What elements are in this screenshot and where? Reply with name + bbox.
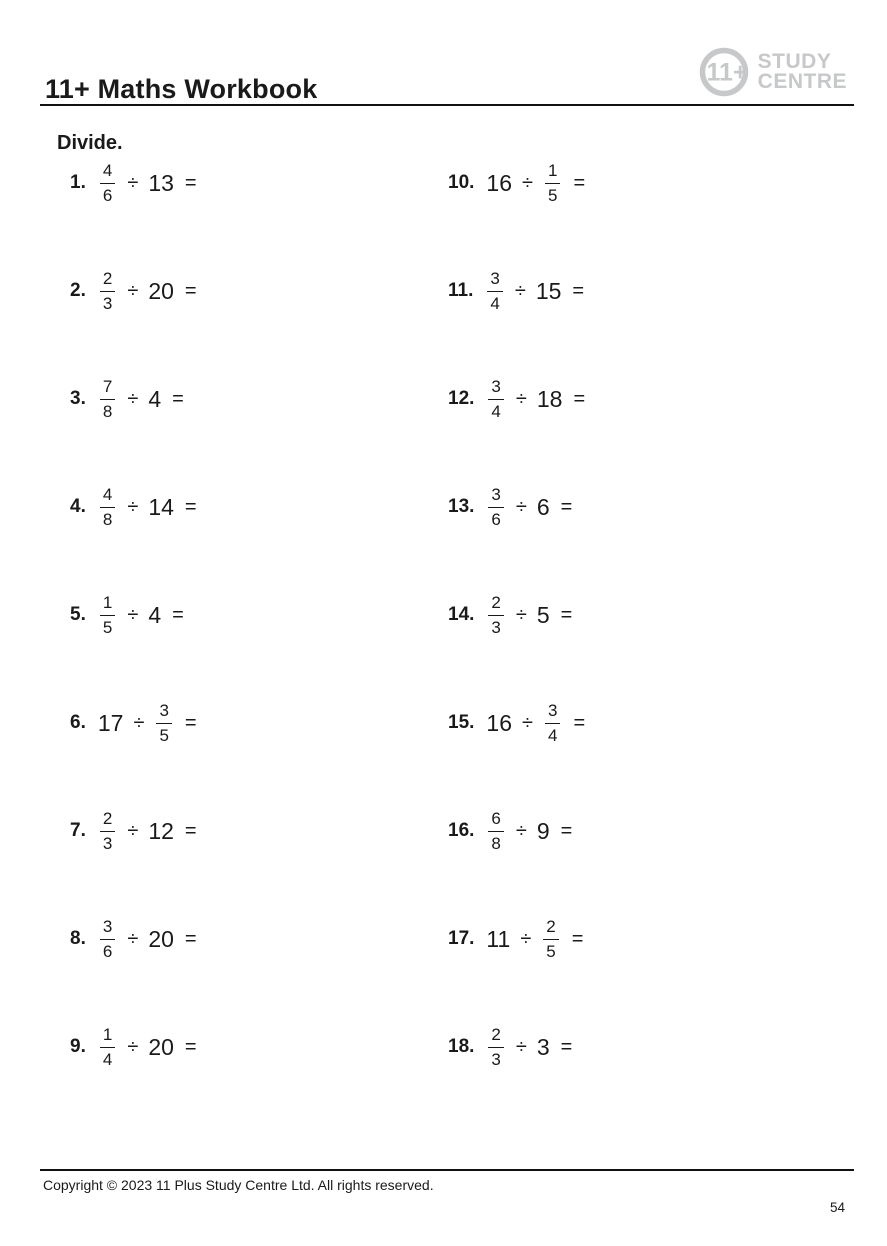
fraction [100, 592, 115, 639]
equals-sign: = [571, 927, 584, 950]
divide-sign: ÷ [515, 1035, 527, 1058]
fraction [100, 484, 115, 531]
divide-sign: ÷ [515, 603, 527, 626]
equals-sign: = [172, 603, 184, 626]
fraction-numerator: 3 [100, 916, 115, 940]
divide-sign: ÷ [515, 387, 527, 410]
whole-number: 12 [148, 817, 174, 844]
divide-sign: ÷ [127, 1035, 139, 1058]
fraction-numerator: 7 [100, 376, 115, 400]
whole-number: 20 [148, 925, 174, 952]
problem-row [40, 345, 418, 453]
whole-number: 20 [148, 1033, 174, 1060]
fraction-numerator: 1 [100, 1024, 115, 1048]
equals-sign: = [184, 711, 197, 734]
fraction-numerator: 4 [100, 484, 115, 508]
equals-sign: = [184, 279, 197, 302]
divide-sign: ÷ [127, 603, 139, 626]
fraction-denominator: 4 [548, 725, 558, 745]
problem-number: 17. [448, 928, 475, 949]
fraction-numerator: 2 [488, 592, 503, 616]
problem-number: 14. [448, 604, 475, 625]
fraction-numerator: 3 [488, 376, 503, 400]
fraction [488, 592, 503, 639]
fraction-denominator: 4 [102, 1049, 113, 1069]
fraction-numerator: 1 [545, 160, 560, 184]
fraction [156, 700, 171, 747]
equals-sign: = [560, 1035, 573, 1058]
whole-number: 6 [536, 493, 550, 520]
problem-row [418, 453, 854, 561]
whole-number: 11 [486, 925, 511, 952]
problem-number: 10. [448, 172, 475, 193]
problem-row [418, 561, 854, 669]
problem-row [418, 345, 854, 453]
problems-grid [40, 129, 854, 1101]
problem-row [40, 237, 418, 345]
problem-row [418, 237, 854, 345]
brand-logo [699, 45, 847, 99]
fraction-numerator: 3 [156, 700, 171, 724]
equals-sign: = [560, 603, 573, 626]
divide-sign: ÷ [127, 387, 139, 410]
problem-number: 12. [448, 388, 475, 409]
problem-number: 15. [448, 712, 475, 733]
divide-sign: ÷ [515, 819, 527, 842]
fraction-denominator: 3 [491, 1049, 501, 1069]
problem-number: 16. [448, 820, 475, 841]
fraction-numerator: 2 [100, 808, 115, 832]
fraction [100, 160, 115, 207]
fraction-denominator: 5 [159, 725, 169, 745]
fraction-denominator: 8 [491, 833, 501, 853]
equals-sign: = [573, 171, 586, 194]
logo-wordmark [758, 52, 847, 92]
equals-sign: = [184, 1035, 197, 1058]
fraction-numerator: 3 [545, 700, 560, 724]
divide-sign: ÷ [127, 495, 139, 518]
whole-number: 14 [148, 493, 174, 520]
fraction-numerator: 4 [100, 160, 115, 184]
logo-study-text: STUDY [757, 50, 832, 73]
whole-number: 5 [536, 601, 550, 628]
fraction-numerator: 2 [543, 916, 558, 940]
problem-row [418, 885, 854, 993]
divide-sign: ÷ [127, 819, 139, 842]
problem-row [40, 129, 418, 237]
whole-number: 18 [536, 385, 563, 412]
whole-number: 3 [536, 1033, 550, 1060]
fraction-denominator: 5 [102, 617, 113, 637]
fraction-denominator: 8 [102, 509, 113, 529]
problem-number: 9. [70, 1036, 86, 1057]
logo-centre-text: CENTRE [757, 70, 847, 93]
fraction [488, 376, 503, 423]
fraction [543, 916, 558, 963]
fraction-denominator: 5 [548, 185, 558, 205]
fraction [488, 808, 503, 855]
problem-number: 8. [70, 928, 86, 949]
problem-number: 6. [70, 712, 86, 733]
divide-sign: ÷ [522, 711, 533, 734]
equals-sign: = [184, 171, 197, 194]
fraction [488, 484, 503, 531]
problem-row [418, 777, 854, 885]
fraction-denominator: 6 [102, 185, 113, 205]
fraction [100, 808, 115, 855]
whole-number: 9 [536, 817, 550, 844]
svg-text:11+: 11+ [706, 58, 748, 87]
problem-row [40, 993, 418, 1101]
divide-sign: ÷ [127, 171, 139, 194]
problem-number: 18. [448, 1036, 475, 1057]
whole-number: 17 [97, 709, 124, 736]
whole-number: 20 [148, 277, 174, 304]
fraction-denominator: 6 [102, 941, 113, 961]
problem-row [40, 453, 418, 561]
problem-row [418, 129, 854, 237]
divide-sign: ÷ [127, 279, 139, 302]
problem-number: 2. [70, 280, 86, 301]
problem-row [40, 885, 418, 993]
problem-row [418, 993, 854, 1101]
fraction [545, 700, 560, 747]
fraction-denominator: 3 [102, 833, 113, 853]
divide-sign: ÷ [514, 279, 526, 302]
fraction-denominator: 5 [546, 941, 556, 961]
fraction-denominator: 4 [491, 401, 501, 421]
fraction-denominator: 3 [102, 293, 113, 313]
equals-sign: = [573, 711, 586, 734]
logo-badge-icon [699, 45, 753, 99]
problem-number: 7. [70, 820, 86, 841]
page-header [40, 0, 854, 106]
fraction-denominator: 8 [102, 401, 113, 421]
problem-row [418, 669, 854, 777]
equals-sign: = [184, 819, 197, 842]
divide-sign: ÷ [515, 495, 527, 518]
fraction-numerator: 6 [488, 808, 503, 832]
fraction [545, 160, 560, 207]
divide-sign: ÷ [520, 927, 532, 950]
equals-sign: = [184, 495, 197, 518]
equals-sign: = [560, 819, 573, 842]
fraction-denominator: 3 [491, 617, 501, 637]
problem-number: 1. [70, 172, 86, 193]
equals-sign: = [172, 387, 184, 410]
fraction [487, 268, 502, 315]
fraction [100, 268, 115, 315]
fraction-numerator: 3 [488, 484, 503, 508]
fraction [100, 916, 115, 963]
whole-number: 16 [486, 169, 513, 196]
page-footer [40, 1169, 854, 1215]
fraction [100, 1024, 115, 1071]
whole-number: 15 [535, 277, 562, 304]
instruction-heading: Divide. [57, 132, 123, 154]
fraction [488, 1024, 503, 1071]
divide-sign: ÷ [522, 171, 533, 194]
problem-row [40, 561, 418, 669]
page-number: 54 [829, 1200, 845, 1215]
equals-sign: = [184, 927, 197, 950]
problem-number: 11. [448, 280, 474, 301]
page-title: 11+ Maths Workbook [45, 74, 318, 104]
whole-number: 13 [148, 169, 174, 196]
problem-number: 13. [448, 496, 475, 517]
whole-number: 4 [148, 601, 162, 628]
fraction-numerator: 3 [487, 268, 502, 292]
problem-number: 5. [70, 604, 86, 625]
problem-number: 3. [70, 388, 86, 409]
problem-row [40, 669, 418, 777]
fraction [100, 376, 115, 423]
problem-row [40, 777, 418, 885]
fraction-denominator: 6 [491, 509, 501, 529]
equals-sign: = [560, 495, 573, 518]
divide-sign: ÷ [127, 927, 139, 950]
fraction-numerator: 2 [488, 1024, 503, 1048]
copyright-text: Copyright © 2023 11 Plus Study Centre Ltd. All rights reserved. [43, 1177, 434, 1193]
divide-sign: ÷ [133, 711, 145, 734]
problem-number: 4. [70, 496, 86, 517]
fraction-numerator: 2 [100, 268, 115, 292]
fraction-denominator: 4 [490, 293, 500, 313]
equals-sign: = [573, 387, 586, 410]
equals-sign: = [572, 279, 585, 302]
fraction-numerator: 1 [100, 592, 115, 616]
whole-number: 16 [486, 709, 513, 736]
whole-number: 4 [148, 385, 162, 412]
